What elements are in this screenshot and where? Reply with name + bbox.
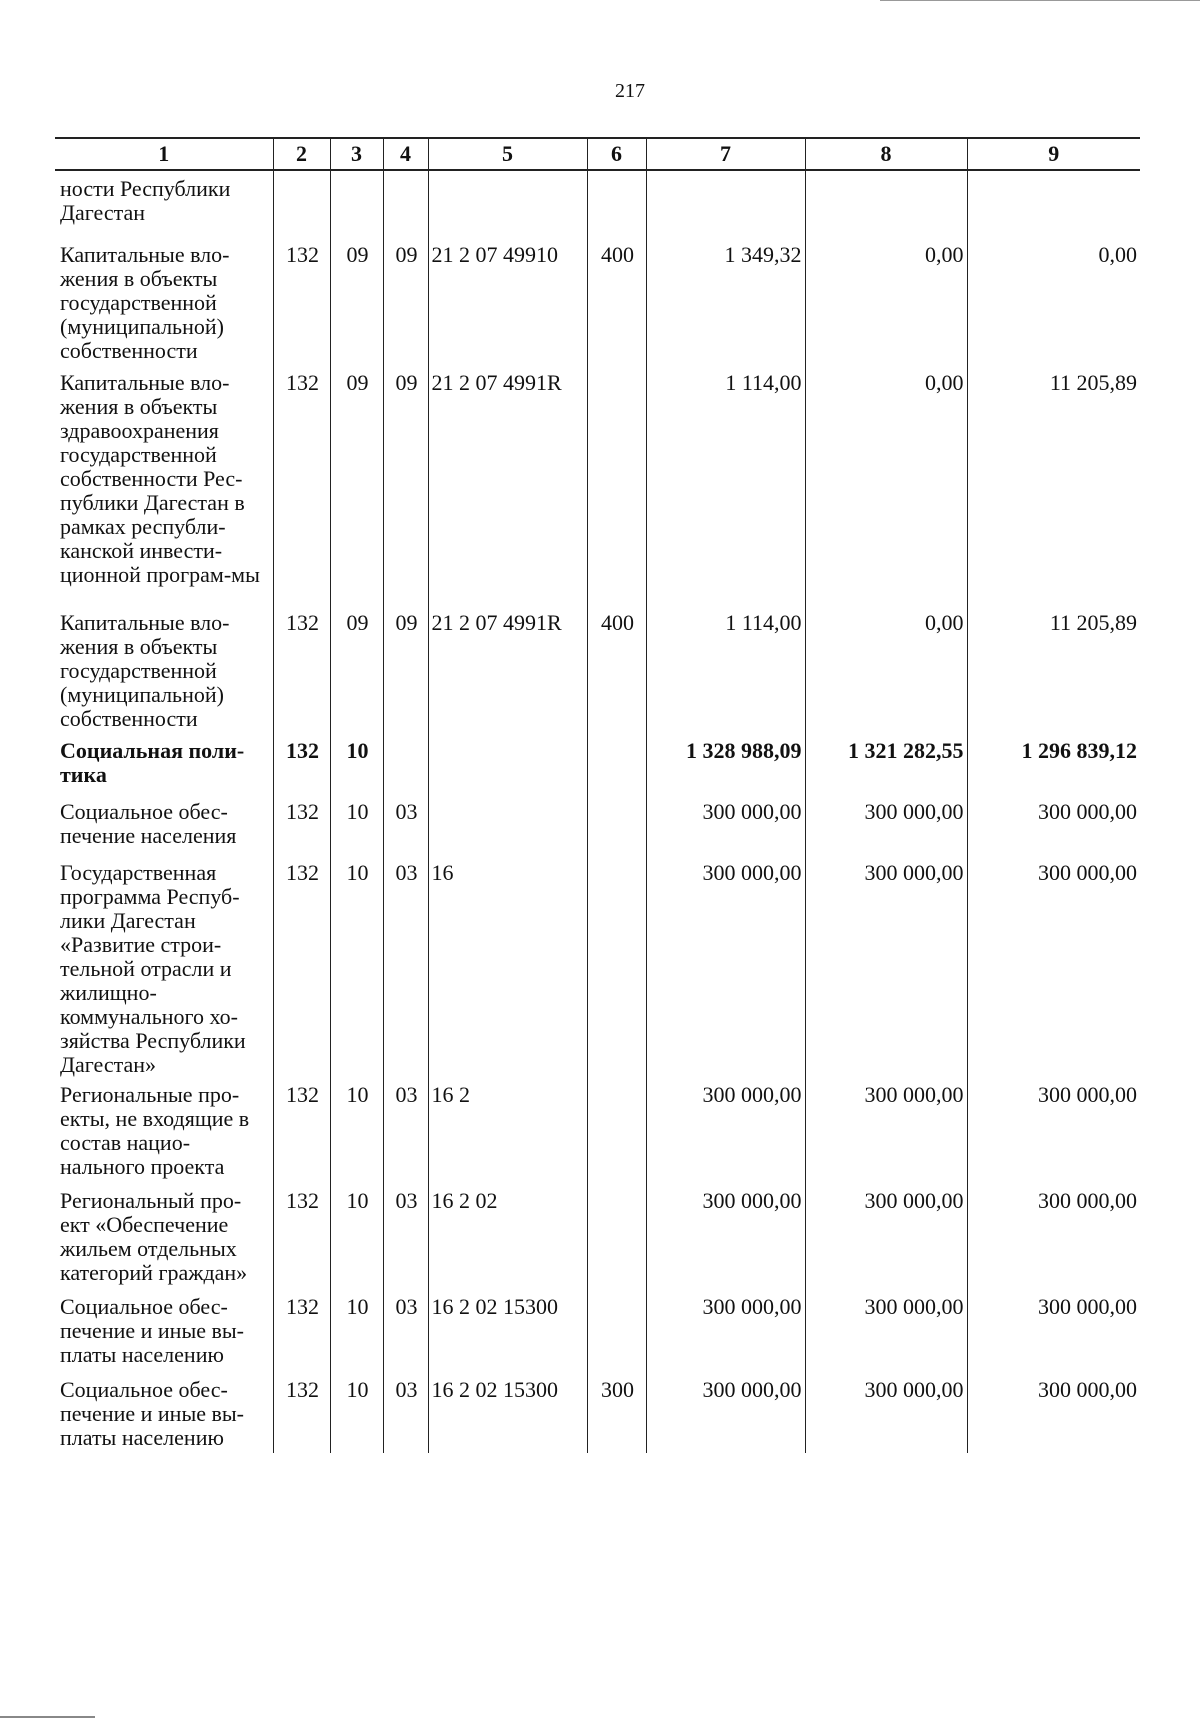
table-row [55,794,1140,855]
row-description: Капитальные вло-жения в объекты государственной (муниципальной) собственности [60,242,230,363]
col9-amount [967,170,1140,237]
col2-value: 132 [273,855,330,1077]
col8-amount [805,170,967,237]
col4-value: 09 [383,605,428,733]
col9-amount: 11 205,89 [967,365,1140,605]
col7-amount: 1 114,00 [646,365,805,605]
col3-value: 10 [330,1289,383,1372]
column-header: 6 [587,138,646,170]
column-header: 3 [330,138,383,170]
col2-value: 132 [273,1183,330,1289]
col5-code: 16 2 [428,1077,587,1183]
col9-amount: 300 000,00 [967,794,1140,855]
col3-value: 09 [330,365,383,605]
col7-amount: 300 000,00 [646,855,805,1077]
table-row [55,1183,1140,1289]
page-number: 217 [615,80,645,102]
row-description: Социальное обес-печение и иные вы-платы населению [60,1377,244,1450]
column-header: 9 [967,138,1140,170]
col2-value: 132 [273,1077,330,1183]
scan-edge-line [0,1716,95,1718]
col7-amount: 300 000,00 [646,1289,805,1372]
col9-amount: 300 000,00 [967,1077,1140,1183]
col3-value: 10 [330,855,383,1077]
column-header: 8 [805,138,967,170]
column-header: 1 [55,138,273,170]
col5-code: 21 2 07 49910 [428,237,587,365]
col6-value [587,733,646,794]
col8-amount: 0,00 [805,237,967,365]
col2-value: 132 [273,365,330,605]
col8-amount: 300 000,00 [805,855,967,1077]
table-row [55,1077,1140,1183]
col3-value: 10 [330,733,383,794]
row-description: Социальная поли-тика [60,738,245,787]
table-body [55,170,1140,1453]
col4-value: 03 [383,794,428,855]
column-header: 5 [428,138,587,170]
col5-code: 16 [428,855,587,1077]
col7-amount: 300 000,00 [646,1183,805,1289]
col4-value: 09 [383,365,428,605]
col7-amount: 300 000,00 [646,794,805,855]
col3-value: 10 [330,1372,383,1453]
col5-code: 16 2 02 15300 [428,1372,587,1453]
col8-amount: 1 321 282,55 [805,733,967,794]
col5-code: 16 2 02 15300 [428,1289,587,1372]
col3-value: 10 [330,1183,383,1289]
row-description: Региональный про-ект «Обеспечение жильем отдельных категорий граждан» [60,1188,248,1285]
col4-value: 03 [383,1372,428,1453]
col9-amount: 300 000,00 [967,1289,1140,1372]
col6-value [587,855,646,1077]
col8-amount: 300 000,00 [805,794,967,855]
column-header: 4 [383,138,428,170]
table-row [55,605,1140,733]
row-description: Социальное обес-печение и иные вы-платы населению [60,1294,244,1367]
col9-amount: 300 000,00 [967,1183,1140,1289]
col6-value: 400 [587,237,646,365]
col8-amount: 300 000,00 [805,1372,967,1453]
col7-amount: 1 349,32 [646,237,805,365]
col4-value [383,733,428,794]
col4-value [383,170,428,237]
col7-amount: 300 000,00 [646,1077,805,1183]
col5-code [428,794,587,855]
col3-value: 09 [330,605,383,733]
table-row [55,733,1140,794]
col6-value [587,365,646,605]
col2-value: 132 [273,1372,330,1453]
table-row [55,855,1140,1077]
col6-value: 400 [587,605,646,733]
col7-amount [646,170,805,237]
table-header-row [55,138,1140,170]
col5-code [428,733,587,794]
col2-value: 132 [273,733,330,794]
row-description: Региональные про-екты, не входящие в состав нацио-нального проекта [60,1082,250,1179]
col4-value: 03 [383,1077,428,1183]
col9-amount: 1 296 839,12 [967,733,1140,794]
col8-amount: 300 000,00 [805,1289,967,1372]
table-row [55,1372,1140,1453]
col9-amount: 11 205,89 [967,605,1140,733]
col9-amount: 300 000,00 [967,855,1140,1077]
col5-code: 21 2 07 4991R [428,605,587,733]
row-description: Государственная программа Респуб-лики Дагестан «Развитие строи-тельной отрасли и жилищно-коммунального хо-зяйства Республики Дагестан» [60,860,246,1077]
col8-amount: 300 000,00 [805,1077,967,1183]
col3-value: 10 [330,1077,383,1183]
row-description: Капитальные вло-жения в объекты государственной (муниципальной) собственности [60,610,230,731]
table-row [55,237,1140,365]
col5-code [428,170,587,237]
col2-value: 132 [273,1289,330,1372]
scan-edge-line [880,0,1200,1]
col6-value: 300 [587,1372,646,1453]
col3-value: 09 [330,237,383,365]
col7-amount: 1 114,00 [646,605,805,733]
col3-value: 10 [330,794,383,855]
col2-value [273,170,330,237]
col7-amount: 300 000,00 [646,1372,805,1453]
col6-value [587,794,646,855]
col8-amount: 0,00 [805,365,967,605]
row-description: Капитальные вло-жения в объекты здравоохранения государственной собственности Рес-публики Дагестан в рамках республи-канской инвести-ционной програм-мы [60,370,260,587]
col7-amount: 1 328 988,09 [646,733,805,794]
col2-value: 132 [273,237,330,365]
col5-code: 21 2 07 4991R [428,365,587,605]
table-row [55,170,1140,237]
col6-value [587,1183,646,1289]
col4-value: 03 [383,1183,428,1289]
col3-value [330,170,383,237]
col2-value: 132 [273,605,330,733]
table-row [55,1289,1140,1372]
col9-amount: 300 000,00 [967,1372,1140,1453]
col4-value: 03 [383,1289,428,1372]
col4-value: 09 [383,237,428,365]
table-row [55,365,1140,605]
column-header: 2 [273,138,330,170]
row-description: Социальное обес-печение населения [60,799,237,848]
column-header: 7 [646,138,805,170]
col8-amount: 0,00 [805,605,967,733]
col8-amount: 300 000,00 [805,1183,967,1289]
col9-amount: 0,00 [967,237,1140,365]
col6-value [587,1289,646,1372]
col2-value: 132 [273,794,330,855]
row-description: ности Республики Дагестан [60,176,231,225]
budget-table [55,137,1140,1453]
col5-code: 16 2 02 [428,1183,587,1289]
col6-value [587,1077,646,1183]
col6-value [587,170,646,237]
col4-value: 03 [383,855,428,1077]
